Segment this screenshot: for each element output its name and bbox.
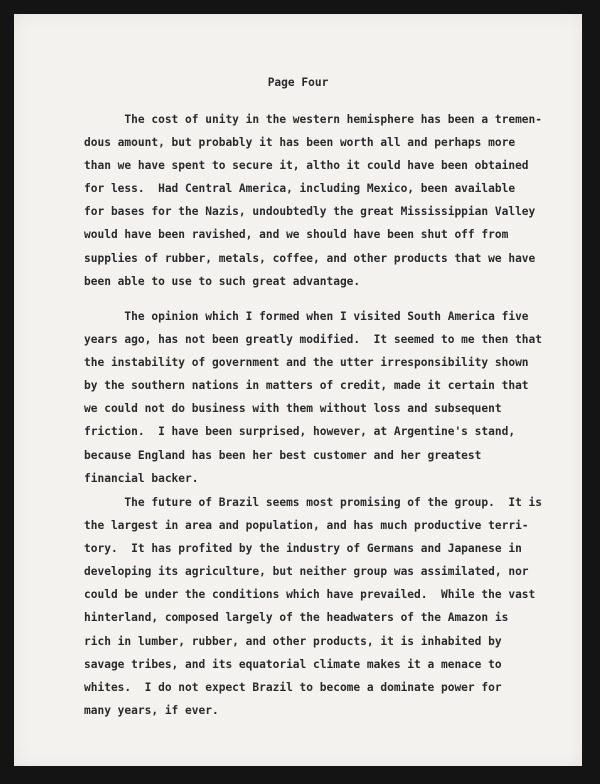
text-line: dous amount, but probably it has been worth all and perhaps more: [84, 136, 516, 150]
text-line: the instability of government and the utter irresponsibility shown: [84, 356, 529, 370]
text-line: could be under the conditions which have prevailed. While the vast: [84, 588, 536, 602]
text-line: financial backer.: [84, 471, 199, 485]
typed-page: [14, 14, 582, 766]
text-line: the largest in area and population, and has much productive terri-: [84, 519, 529, 533]
text-line: for less. Had Central America, including Mexico, been available: [84, 182, 516, 196]
text-line: hinterland, composed largely of the headwaters of the Amazon is: [84, 611, 509, 625]
text-line: friction. I have been surprised, however, at Argentine's stand,: [84, 425, 516, 439]
paragraph-3: [84, 491, 564, 722]
text-line: whites. I do not expect Brazil to become a dominate power for: [84, 680, 502, 694]
text-line: by the southern nations in matters of credit, made it certain that: [84, 379, 529, 393]
text-line: we could not do business with them without loss and subsequent: [84, 402, 502, 416]
page-title: Page Four: [267, 76, 329, 89]
text-line: The future of Brazil seems most promising of the group. It is: [84, 496, 543, 509]
text-line: tory. It has profited by the industry of Germans and Japanese in: [84, 542, 522, 556]
text-line: because England has been her best customer and her greatest: [84, 448, 482, 462]
text-line: rich in lumber, rubber, and other products, it is inhabited by: [84, 634, 502, 648]
text-line: than we have spent to secure it, altho it could have been obtained: [84, 159, 529, 173]
text-line: years ago, has not been greatly modified. It seemed to me then that: [84, 333, 543, 347]
text-line: developing its agriculture, but neither group was assimilated, nor: [84, 565, 529, 579]
text-line: supplies of rubber, metals, coffee, and other products that we have: [84, 251, 536, 265]
text-line: The opinion which I formed when I visited South America five: [84, 310, 529, 323]
text-line: The cost of unity in the western hemisphere has been a tremen-: [84, 113, 543, 126]
text-line: been able to use to such great advantage.: [84, 274, 361, 288]
text-line: many years, if ever.: [84, 703, 219, 717]
text-line: for bases for the Nazis, undoubtedly the great Mississippian Valley: [84, 205, 536, 219]
paragraph-1: [84, 108, 564, 293]
text-line: savage tribes, and its equatorial climate makes it a menace to: [84, 657, 502, 671]
paragraph-2: [84, 305, 564, 490]
text-line: would have been ravished, and we should have been shut off from: [84, 228, 509, 242]
